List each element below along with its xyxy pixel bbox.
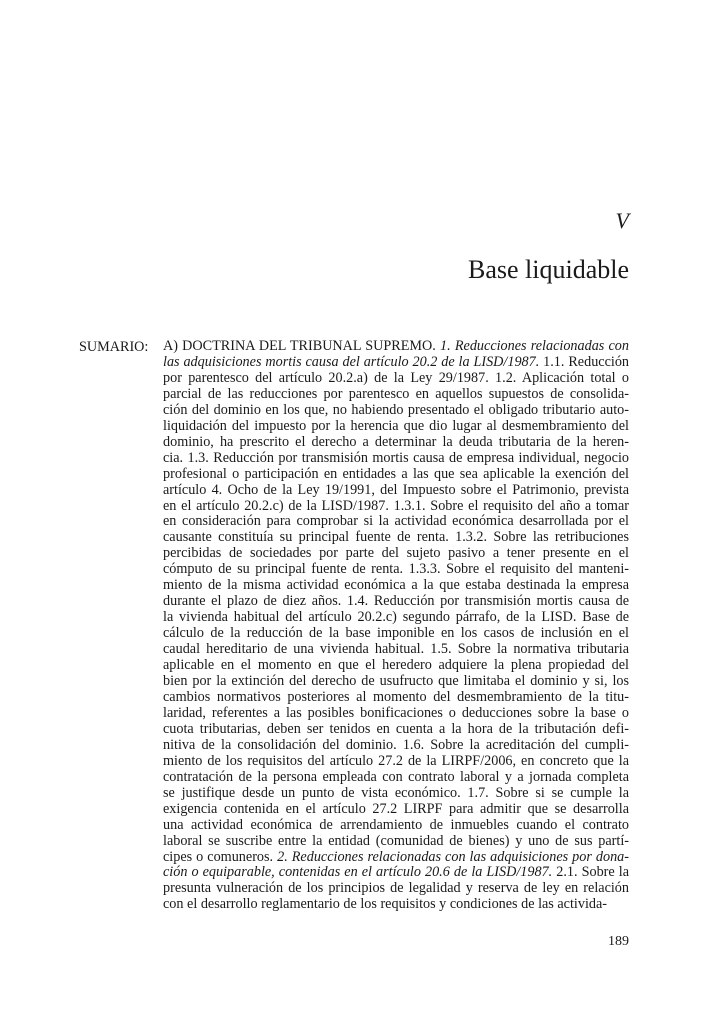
summary-text: laridad, referentes a las posibles bonificaciones o deducciones sobre la base o	[163, 704, 629, 721]
summary-italic-text: 1. Reducciones relacionadas con	[440, 338, 629, 354]
summary-line	[163, 562, 629, 578]
summary-text: durante el plazo de diez años. 1.4. Reducción por transmisión mortis causa de	[163, 593, 629, 610]
summary-line	[163, 690, 629, 706]
summary-text: en consideración para comprobar si la actividad económica desarrollada por el	[163, 513, 629, 530]
summary-text: cipes o comuneros.	[163, 848, 278, 865]
summary-text: en el artículo 20.2.c) de la LISD/1987. 1.3.1. Sobre el requisito del año a tomar	[163, 497, 629, 514]
summary-line	[163, 594, 629, 610]
summary-line	[163, 642, 629, 658]
summary-line	[163, 514, 629, 530]
summary-line	[163, 610, 629, 626]
summary-line	[163, 626, 629, 642]
summary-line	[163, 483, 629, 499]
summary-line	[163, 658, 629, 674]
summary-italic-text: ción o equiparable, contenidas en el artículo 20.6 de la LISD/1987.	[163, 864, 553, 881]
chapter-title: Base liquidable	[467, 255, 629, 284]
summary-line	[163, 467, 629, 483]
summary-line	[163, 754, 629, 770]
summary-line	[163, 834, 629, 850]
summary-text: se justifique desde un punto de vista económico. 1.7. Sobre si se cumple la	[163, 784, 629, 801]
summary-text: 1.1. Reducción	[539, 353, 630, 370]
summary-line	[163, 387, 629, 403]
summary-text: miento de los requisitos del artículo 27.2 de la LIRPF/2006, en concreto que la	[163, 752, 629, 769]
summary-line	[163, 786, 629, 802]
summary-line	[163, 355, 629, 371]
summary-label: SUMARIO:	[79, 339, 149, 355]
summary-text: aplicable en el momento en que el heredero adquiere la plena propiedad del	[163, 657, 629, 674]
summary-line	[163, 674, 629, 690]
summary-text: cálculo de la reducción de la base imponible en los casos de inclusión en el	[163, 625, 629, 642]
summary-text: nitiva de la consolidación del dominio. 1.6. Sobre la acreditación del cumpli-	[163, 736, 629, 753]
summary-text: parcial de las reducciones por parentesco en aquellos supuestos de consolida-	[163, 385, 629, 402]
summary-text: bien por la extinción del derecho de usufructo que limitaba el dominio y si, los	[163, 673, 629, 690]
summary-text: cuota tributarias, deben ser tenidos en cuenta a la hora de la tributación defi-	[163, 720, 629, 737]
summary-line	[163, 770, 629, 786]
summary-text: laboral se suscribe entre la entidad (comunidad de bienes) y uno de sus partí-	[163, 832, 629, 849]
summary-text: contratación de la persona empleada con contrato laboral y a jornada completa	[163, 768, 629, 785]
summary-italic-text: las adquisiciones mortis causa del artículo 20.2 de la LISD/1987.	[163, 353, 540, 370]
summary-line	[163, 419, 629, 435]
summary-line	[163, 881, 629, 897]
summary-line	[163, 897, 629, 913]
summary-text: profesional o participación en entidades a las que sea aplicable la exención del	[163, 465, 629, 482]
summary-line	[163, 850, 629, 866]
summary-line	[163, 435, 629, 451]
summary-line	[163, 706, 629, 722]
summary-line	[163, 578, 629, 594]
summary-text: cia. 1.3. Reducción por transmisión mortis causa de empresa individual, negocio	[163, 449, 629, 466]
summary-text: percibidas de sociedades por parte del sujeto pasivo a tener presente en el	[163, 545, 629, 562]
summary-text: miento de la misma actividad económica a la que estaba destinada la empresa	[163, 577, 629, 594]
summary-line	[163, 530, 629, 546]
summary-text: artículo 4. Ocho de la Ley 19/1991, del Impuesto sobre el Patrimonio, prevista	[163, 481, 629, 498]
summary-text: exigencia contenida en el artículo 27.2 LIRPF para admitir que se desarrolla	[163, 800, 629, 817]
summary-text: causante constituía su principal fuente de renta. 1.3.2. Sobre las retribuciones	[163, 529, 629, 546]
summary-text: ción del dominio en los que, no habiendo presentado el obligado tributario auto-	[163, 401, 629, 418]
summary-line	[163, 722, 629, 738]
summary-line	[163, 451, 629, 467]
summary-text: liquidación del impuesto por la herencia que dio lugar al desmembramiento del	[163, 417, 629, 434]
summary-body	[163, 339, 629, 913]
summary-text: cambios normativos posteriores al momento del desmembramiento de la titu-	[163, 688, 629, 705]
summary-line	[163, 738, 629, 754]
summary-line	[163, 818, 629, 834]
summary-text: A) DOCTRINA DEL TRIBUNAL SUPREMO.	[163, 338, 441, 354]
summary-line	[163, 371, 629, 387]
summary-text: dominio, ha prescrito el derecho a determinar la deuda tributaria de la heren-	[163, 433, 629, 450]
summary-text: caudal hereditario de una vivienda habitual. 1.5. Sobre la normativa tributaria	[163, 641, 629, 658]
summary-text: la vivienda habitual del artículo 20.2.c) segundo párrafo, de la LISD. Base de	[163, 609, 629, 626]
chapter-number: V	[615, 208, 629, 233]
summary-text: con el desarrollo reglamentario de los requisitos y condiciones de las activida-	[163, 896, 608, 913]
summary-text: 2.1. Sobre la	[552, 864, 629, 881]
summary-line	[163, 403, 629, 419]
page-number: 189	[608, 934, 629, 949]
summary-line	[163, 865, 629, 881]
summary-line	[163, 802, 629, 818]
summary-text: presunta vulneración de los principios de legalidad y reserva de ley en relación	[163, 880, 629, 897]
summary-italic-text: 2. Reducciones relacionadas con las adquisiciones por dona-	[277, 848, 630, 865]
summary-line	[163, 546, 629, 562]
summary-line	[163, 339, 629, 355]
summary-text: una actividad económica de arrendamiento de inmuebles cuando el contrato	[163, 816, 629, 833]
summary-text: cómputo de su principal fuente de renta. 1.3.3. Sobre el requisito del manteni-	[163, 561, 629, 578]
summary-text: por parentesco del artículo 20.2.a) de la Ley 29/1987. 1.2. Aplicación total o	[163, 369, 629, 386]
summary-line	[163, 499, 629, 515]
